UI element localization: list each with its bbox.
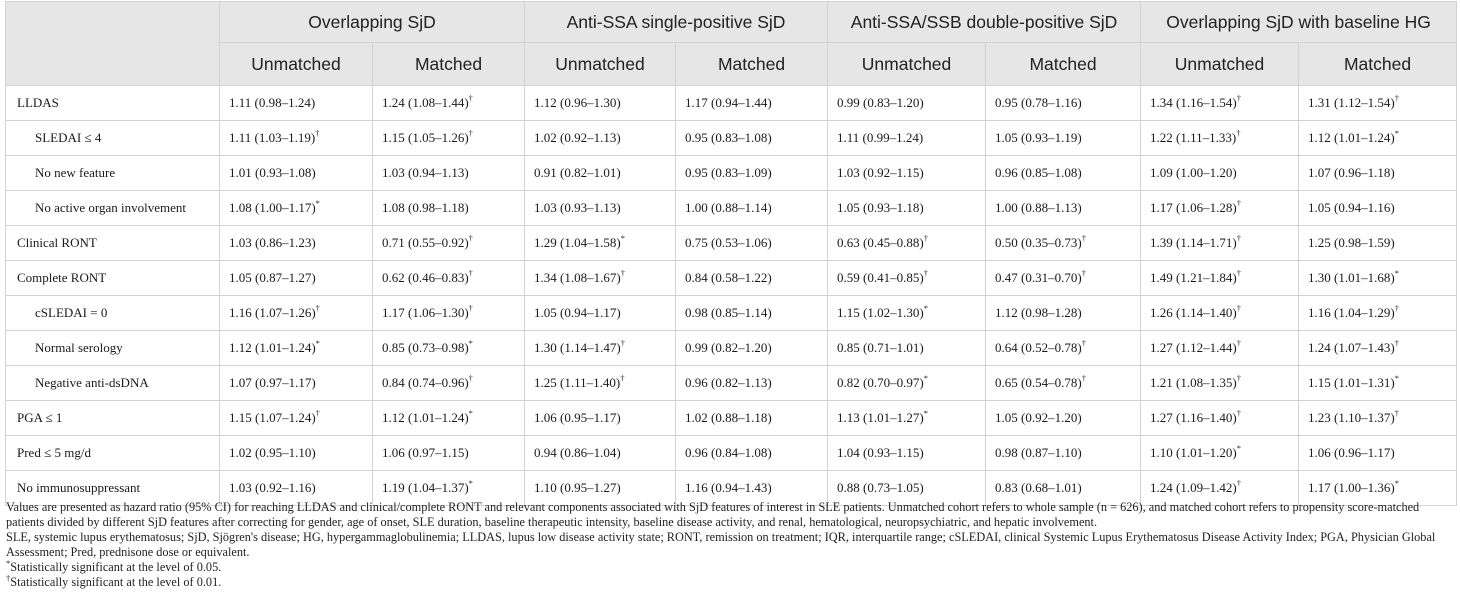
significance-mark: † bbox=[1394, 407, 1399, 418]
table-cell bbox=[1299, 401, 1457, 436]
footnote-mark: * bbox=[6, 557, 11, 568]
table-cell bbox=[373, 401, 525, 436]
table-cell bbox=[828, 366, 986, 401]
cell-value: 0.85 (0.73–0.98) bbox=[382, 340, 469, 355]
cell-value: 0.83 (0.68–1.01) bbox=[995, 480, 1082, 495]
cell-value: 1.12 (1.01–1.24) bbox=[1308, 130, 1395, 145]
significance-mark: † bbox=[1236, 477, 1241, 488]
significance-mark: * bbox=[1394, 267, 1399, 278]
cell-value: 0.63 (0.45–0.88) bbox=[837, 235, 924, 250]
table-cell bbox=[373, 366, 525, 401]
cell-value: 1.17 (1.00–1.36) bbox=[1308, 480, 1395, 495]
cell-value: 1.08 (1.00–1.17) bbox=[229, 200, 316, 215]
significance-mark: † bbox=[468, 127, 473, 138]
cell-value: 0.84 (0.74–0.96) bbox=[382, 375, 469, 390]
group-header: Overlapping SjD with baseline HG bbox=[1141, 2, 1457, 43]
cell-value: 1.16 (1.07–1.26) bbox=[229, 305, 316, 320]
table-cell bbox=[1299, 191, 1457, 226]
table-cell bbox=[220, 296, 373, 331]
significance-mark: * bbox=[468, 407, 473, 418]
notes-abbreviations: SLE, systemic lupus erythematosus; SjD, Sjögren's disease; HG, hypergammaglobulinemia; LLDAS, lupus low disease activity state; RONT, remission on treatment; IQR, interquartile range; cSLEDAI, clinical Systemic Lupus Erythematosus Disease Activity Index; PGA, Physician Global Assessment; Pred, prednisone dose or equivalent. bbox=[6, 530, 1436, 559]
cell-value: 0.96 (0.85–1.08) bbox=[995, 165, 1082, 180]
cell-value: 1.07 (0.96–1.18) bbox=[1308, 165, 1395, 180]
cell-value: 0.98 (0.87–1.10) bbox=[995, 445, 1082, 460]
significance-mark: * bbox=[315, 197, 320, 208]
table-cell bbox=[986, 191, 1141, 226]
cell-value: 1.11 (0.98–1.24) bbox=[229, 95, 316, 110]
row-label: Clinical RONT bbox=[6, 226, 220, 261]
cell-value: 0.71 (0.55–0.92) bbox=[382, 235, 469, 250]
cell-value: 1.05 (0.93–1.19) bbox=[995, 130, 1082, 145]
table-row bbox=[6, 296, 1457, 331]
cell-value: 1.24 (1.07–1.43) bbox=[1308, 340, 1395, 355]
table-row bbox=[6, 331, 1457, 366]
significance-mark: † bbox=[620, 267, 625, 278]
cell-value: 0.95 (0.83–1.08) bbox=[685, 130, 772, 145]
cell-value: 0.94 (0.86–1.04) bbox=[534, 445, 621, 460]
significance-mark: * bbox=[923, 302, 928, 313]
cell-value: 0.85 (0.71–1.01) bbox=[837, 340, 924, 355]
table-cell bbox=[828, 226, 986, 261]
results-table bbox=[5, 1, 1457, 506]
table-row bbox=[6, 261, 1457, 296]
group-header: Anti-SSA single-positive SjD bbox=[525, 2, 828, 43]
table-cell bbox=[525, 401, 676, 436]
cell-value: 1.00 (0.88–1.13) bbox=[995, 200, 1082, 215]
cell-value: 1.17 (1.06–1.30) bbox=[382, 305, 469, 320]
table-cell bbox=[986, 261, 1141, 296]
cell-value: 0.91 (0.82–1.01) bbox=[534, 165, 621, 180]
table-cell bbox=[986, 226, 1141, 261]
cell-value: 1.30 (1.14–1.47) bbox=[534, 340, 621, 355]
subheader: Matched bbox=[1299, 43, 1457, 86]
significance-mark: † bbox=[468, 92, 473, 103]
cell-value: 1.19 (1.04–1.37) bbox=[382, 480, 469, 495]
footnote-significance-001 bbox=[6, 572, 1456, 590]
subheader: Matched bbox=[373, 43, 525, 86]
cell-value: 1.05 (0.94–1.17) bbox=[534, 305, 621, 320]
cell-value: 1.01 (0.93–1.08) bbox=[229, 165, 316, 180]
corner-header-cell bbox=[6, 2, 220, 86]
cell-value: 1.13 (1.01–1.27) bbox=[837, 410, 924, 425]
significance-mark: † bbox=[1236, 372, 1241, 383]
significance-mark: * bbox=[923, 407, 928, 418]
table-cell bbox=[1141, 121, 1299, 156]
row-label: LLDAS bbox=[6, 86, 220, 121]
row-label: Negative anti-dsDNA bbox=[6, 366, 220, 401]
significance-mark: † bbox=[1394, 92, 1399, 103]
row-label: Complete RONT bbox=[6, 261, 220, 296]
table-cell bbox=[828, 191, 986, 226]
table-cell bbox=[986, 296, 1141, 331]
cell-value: 1.12 (0.96–1.30) bbox=[534, 95, 621, 110]
row-label: Normal serology bbox=[6, 331, 220, 366]
table-body bbox=[6, 86, 1457, 506]
significance-mark: † bbox=[468, 232, 473, 243]
cell-value: 1.16 (0.94–1.43) bbox=[685, 480, 772, 495]
significance-mark: * bbox=[1394, 372, 1399, 383]
table-row bbox=[6, 366, 1457, 401]
cell-value: 0.65 (0.54–0.78) bbox=[995, 375, 1082, 390]
row-label: No new feature bbox=[6, 156, 220, 191]
cell-value: 0.62 (0.46–0.83) bbox=[382, 270, 469, 285]
table-row bbox=[6, 401, 1457, 436]
significance-mark: † bbox=[1394, 302, 1399, 313]
table-cell bbox=[1299, 296, 1457, 331]
table-cell bbox=[828, 261, 986, 296]
cell-value: 1.15 (1.05–1.26) bbox=[382, 130, 469, 145]
significance-mark: † bbox=[1081, 232, 1086, 243]
significance-mark: * bbox=[1394, 477, 1399, 488]
cell-value: 1.03 (0.94–1.13) bbox=[382, 165, 469, 180]
cell-value: 1.12 (0.98–1.28) bbox=[995, 305, 1082, 320]
cell-value: 1.25 (1.11–1.40) bbox=[534, 375, 621, 390]
cell-value: 0.95 (0.83–1.09) bbox=[685, 165, 772, 180]
cell-value: 1.23 (1.10–1.37) bbox=[1308, 410, 1395, 425]
cell-value: 1.27 (1.12–1.44) bbox=[1150, 340, 1237, 355]
footnote-text: Statistically significant at the level of 0.01. bbox=[10, 575, 222, 589]
significance-mark: † bbox=[1236, 337, 1241, 348]
table-cell bbox=[986, 401, 1141, 436]
cell-value: 1.02 (0.92–1.13) bbox=[534, 130, 621, 145]
cell-value: 1.27 (1.16–1.40) bbox=[1150, 410, 1237, 425]
table-cell bbox=[220, 156, 373, 191]
table-row bbox=[6, 191, 1457, 226]
cell-value: 1.02 (0.88–1.18) bbox=[685, 410, 772, 425]
group-header-row bbox=[6, 2, 1457, 43]
significance-mark: † bbox=[315, 127, 320, 138]
table-cell bbox=[525, 261, 676, 296]
cell-value: 0.96 (0.84–1.08) bbox=[685, 445, 772, 460]
cell-value: 1.11 (0.99–1.24) bbox=[837, 130, 924, 145]
cell-value: 1.30 (1.01–1.68) bbox=[1308, 270, 1395, 285]
cell-value: 1.05 (0.92–1.20) bbox=[995, 410, 1082, 425]
significance-mark: † bbox=[468, 302, 473, 313]
table-cell bbox=[676, 401, 828, 436]
cell-value: 0.99 (0.83–1.20) bbox=[837, 95, 924, 110]
cell-value: 1.00 (0.88–1.14) bbox=[685, 200, 772, 215]
cell-value: 0.96 (0.82–1.13) bbox=[685, 375, 772, 390]
subheader: Unmatched bbox=[828, 43, 986, 86]
significance-mark: * bbox=[620, 232, 625, 243]
cell-value: 1.12 (1.01–1.24) bbox=[229, 340, 316, 355]
table-cell bbox=[676, 331, 828, 366]
table-row bbox=[6, 436, 1457, 471]
table-cell bbox=[220, 261, 373, 296]
cell-value: 1.05 (0.87–1.27) bbox=[229, 270, 316, 285]
table-row bbox=[6, 121, 1457, 156]
table-cell bbox=[1141, 436, 1299, 471]
table-cell bbox=[373, 331, 525, 366]
cell-value: 1.24 (1.08–1.44) bbox=[382, 95, 469, 110]
cell-value: 0.84 (0.58–1.22) bbox=[685, 270, 772, 285]
cell-value: 1.24 (1.09–1.42) bbox=[1150, 480, 1237, 495]
cell-value: 1.06 (0.96–1.17) bbox=[1308, 445, 1395, 460]
table-cell bbox=[220, 121, 373, 156]
row-label: SLEDAI ≤ 4 bbox=[6, 121, 220, 156]
cell-value: 1.34 (1.16–1.54) bbox=[1150, 95, 1237, 110]
table-cell bbox=[676, 436, 828, 471]
table-cell bbox=[525, 86, 676, 121]
significance-mark: † bbox=[1394, 337, 1399, 348]
significance-mark: † bbox=[1236, 232, 1241, 243]
cell-value: 1.04 (0.93–1.15) bbox=[837, 445, 924, 460]
significance-mark: † bbox=[1081, 337, 1086, 348]
table-cell bbox=[1141, 156, 1299, 191]
table-cell bbox=[1141, 261, 1299, 296]
cell-value: 0.99 (0.82–1.20) bbox=[685, 340, 772, 355]
significance-mark: † bbox=[315, 302, 320, 313]
cell-value: 0.75 (0.53–1.06) bbox=[685, 235, 772, 250]
significance-mark: † bbox=[1236, 197, 1241, 208]
significance-mark: † bbox=[1236, 302, 1241, 313]
cell-value: 1.03 (0.92–1.16) bbox=[229, 480, 316, 495]
table-cell bbox=[1299, 86, 1457, 121]
table-cell bbox=[525, 331, 676, 366]
cell-value: 0.82 (0.70–0.97) bbox=[837, 375, 924, 390]
table-cell bbox=[525, 121, 676, 156]
cell-value: 1.10 (1.01–1.20) bbox=[1150, 445, 1237, 460]
table-cell bbox=[676, 366, 828, 401]
significance-mark: † bbox=[923, 267, 928, 278]
significance-mark: † bbox=[1081, 372, 1086, 383]
subheader-row bbox=[6, 43, 1457, 86]
table-cell bbox=[1299, 121, 1457, 156]
cell-value: 1.11 (1.03–1.19) bbox=[229, 130, 316, 145]
subheader: Unmatched bbox=[1141, 43, 1299, 86]
footnote-significance-005 bbox=[6, 557, 1456, 575]
significance-mark: † bbox=[620, 372, 625, 383]
cell-value: 0.64 (0.52–0.78) bbox=[995, 340, 1082, 355]
table-row bbox=[6, 226, 1457, 261]
table-cell bbox=[986, 366, 1141, 401]
table-cell bbox=[1141, 296, 1299, 331]
table-cell bbox=[525, 296, 676, 331]
cell-value: 1.16 (1.04–1.29) bbox=[1308, 305, 1395, 320]
table-cell bbox=[1141, 86, 1299, 121]
cell-value: 1.22 (1.11–1.33) bbox=[1150, 130, 1237, 145]
table-cell bbox=[373, 436, 525, 471]
cell-value: 1.06 (0.95–1.17) bbox=[534, 410, 621, 425]
table-cell bbox=[986, 156, 1141, 191]
cell-value: 1.25 (0.98–1.59) bbox=[1308, 235, 1395, 250]
table-cell bbox=[525, 191, 676, 226]
cell-value: 0.59 (0.41–0.85) bbox=[837, 270, 924, 285]
table-cell bbox=[1299, 226, 1457, 261]
cell-value: 1.15 (1.01–1.31) bbox=[1308, 375, 1395, 390]
cell-value: 1.02 (0.95–1.10) bbox=[229, 445, 316, 460]
subheader: Unmatched bbox=[525, 43, 676, 86]
table-cell bbox=[986, 86, 1141, 121]
table-cell bbox=[1299, 366, 1457, 401]
cell-value: 1.49 (1.21–1.84) bbox=[1150, 270, 1237, 285]
cell-value: 1.06 (0.97–1.15) bbox=[382, 445, 469, 460]
table-cell bbox=[373, 261, 525, 296]
cell-value: 1.08 (0.98–1.18) bbox=[382, 200, 469, 215]
table-cell bbox=[676, 296, 828, 331]
table-cell bbox=[1299, 156, 1457, 191]
row-label: Pred ≤ 5 mg/d bbox=[6, 436, 220, 471]
significance-mark: † bbox=[1236, 407, 1241, 418]
group-header: Overlapping SjD bbox=[220, 2, 525, 43]
subheader: Matched bbox=[986, 43, 1141, 86]
table-cell bbox=[220, 401, 373, 436]
significance-mark: † bbox=[468, 372, 473, 383]
table-cell bbox=[986, 331, 1141, 366]
cell-value: 1.07 (0.97–1.17) bbox=[229, 375, 316, 390]
table-cell bbox=[525, 226, 676, 261]
table-cell bbox=[828, 156, 986, 191]
significance-mark: * bbox=[315, 337, 320, 348]
table-cell bbox=[676, 226, 828, 261]
table-cell bbox=[828, 436, 986, 471]
table-cell bbox=[676, 191, 828, 226]
row-label: No active organ involvement bbox=[6, 191, 220, 226]
subheader: Unmatched bbox=[220, 43, 373, 86]
table-cell bbox=[525, 436, 676, 471]
table-cell bbox=[373, 86, 525, 121]
table-cell bbox=[828, 401, 986, 436]
cell-value: 1.39 (1.14–1.71) bbox=[1150, 235, 1237, 250]
table-cell bbox=[1141, 226, 1299, 261]
cell-value: 1.10 (0.95–1.27) bbox=[534, 480, 621, 495]
table-cell bbox=[220, 436, 373, 471]
table-row bbox=[6, 86, 1457, 121]
significance-mark: † bbox=[1236, 267, 1241, 278]
table-cell bbox=[373, 296, 525, 331]
table-cell bbox=[676, 86, 828, 121]
notes-main: Values are presented as hazard ratio (95% CI) for reaching LLDAS and clinical/complete RONT and relevant components associated with SjD features of interest in SLE patients. Unmatched cohort refers to whole sample (n = 626), and matched cohort refers to propensity score-matched patients divided by different SjD features after correcting for gender, age of onset, SLE duration, baseline therapeutic intensity, baseline disease activity, and renal, hematological, neuropsychiatric, and hepatic involvement. bbox=[6, 500, 1420, 529]
table-cell bbox=[1299, 436, 1457, 471]
significance-mark: † bbox=[620, 337, 625, 348]
significance-mark: † bbox=[1236, 127, 1241, 138]
table-cell bbox=[986, 436, 1141, 471]
cell-value: 1.05 (0.93–1.18) bbox=[837, 200, 924, 215]
table-cell bbox=[828, 86, 986, 121]
cell-value: 1.03 (0.92–1.15) bbox=[837, 165, 924, 180]
cell-value: 1.03 (0.86–1.23) bbox=[229, 235, 316, 250]
footnote-text: Statistically significant at the level of 0.05. bbox=[10, 560, 222, 574]
table-row bbox=[6, 156, 1457, 191]
table-cell bbox=[986, 121, 1141, 156]
table-cell bbox=[676, 121, 828, 156]
significance-mark: * bbox=[923, 372, 928, 383]
table-cell bbox=[1299, 261, 1457, 296]
cell-value: 0.47 (0.31–0.70) bbox=[995, 270, 1082, 285]
cell-value: 0.88 (0.73–1.05) bbox=[837, 480, 924, 495]
table-cell bbox=[373, 156, 525, 191]
group-header: Anti-SSA/SSB double-positive SjD bbox=[828, 2, 1141, 43]
row-label: PGA ≤ 1 bbox=[6, 401, 220, 436]
table-cell bbox=[525, 156, 676, 191]
significance-mark: † bbox=[468, 267, 473, 278]
significance-mark: * bbox=[468, 337, 473, 348]
significance-mark: † bbox=[1236, 92, 1241, 103]
cell-value: 1.31 (1.12–1.54) bbox=[1308, 95, 1395, 110]
cell-value: 0.50 (0.35–0.73) bbox=[995, 235, 1082, 250]
significance-mark: † bbox=[1081, 267, 1086, 278]
table-notes bbox=[6, 500, 1456, 590]
table-cell bbox=[676, 156, 828, 191]
cell-value: 1.12 (1.01–1.24) bbox=[382, 410, 469, 425]
table-cell bbox=[828, 121, 986, 156]
table-cell bbox=[1141, 366, 1299, 401]
table-cell bbox=[373, 226, 525, 261]
cell-value: 1.17 (0.94–1.44) bbox=[685, 95, 772, 110]
table-cell bbox=[1141, 401, 1299, 436]
table-cell bbox=[525, 366, 676, 401]
table-cell bbox=[373, 191, 525, 226]
cell-value: 1.09 (1.00–1.20) bbox=[1150, 165, 1237, 180]
table-cell bbox=[373, 121, 525, 156]
cell-value: 1.15 (1.07–1.24) bbox=[229, 410, 316, 425]
table-cell bbox=[220, 191, 373, 226]
cell-value: 1.21 (1.08–1.35) bbox=[1150, 375, 1237, 390]
table-cell bbox=[220, 331, 373, 366]
table-cell bbox=[220, 86, 373, 121]
significance-mark: † bbox=[315, 407, 320, 418]
significance-mark: † bbox=[923, 232, 928, 243]
row-label: cSLEDAI = 0 bbox=[6, 296, 220, 331]
cell-value: 0.98 (0.85–1.14) bbox=[685, 305, 772, 320]
cell-value: 1.05 (0.94–1.16) bbox=[1308, 200, 1395, 215]
table-cell bbox=[828, 296, 986, 331]
cell-value: 1.03 (0.93–1.13) bbox=[534, 200, 621, 215]
subheader: Matched bbox=[676, 43, 828, 86]
cell-value: 1.15 (1.02–1.30) bbox=[837, 305, 924, 320]
table-cell bbox=[676, 261, 828, 296]
row-label: No immunosuppressant bbox=[6, 471, 220, 506]
footnote-mark: † bbox=[6, 572, 11, 583]
cell-value: 1.26 (1.14–1.40) bbox=[1150, 305, 1237, 320]
cell-value: 1.17 (1.06–1.28) bbox=[1150, 200, 1237, 215]
table-cell bbox=[1141, 191, 1299, 226]
significance-mark: * bbox=[1394, 127, 1399, 138]
table-cell bbox=[220, 366, 373, 401]
table-cell bbox=[1141, 331, 1299, 366]
table-cell bbox=[220, 226, 373, 261]
table-cell bbox=[828, 331, 986, 366]
significance-mark: * bbox=[468, 477, 473, 488]
cell-value: 1.29 (1.04–1.58) bbox=[534, 235, 621, 250]
cell-value: 1.34 (1.08–1.67) bbox=[534, 270, 621, 285]
table-cell bbox=[1299, 331, 1457, 366]
cell-value: 0.95 (0.78–1.16) bbox=[995, 95, 1082, 110]
significance-mark: * bbox=[1236, 442, 1241, 453]
